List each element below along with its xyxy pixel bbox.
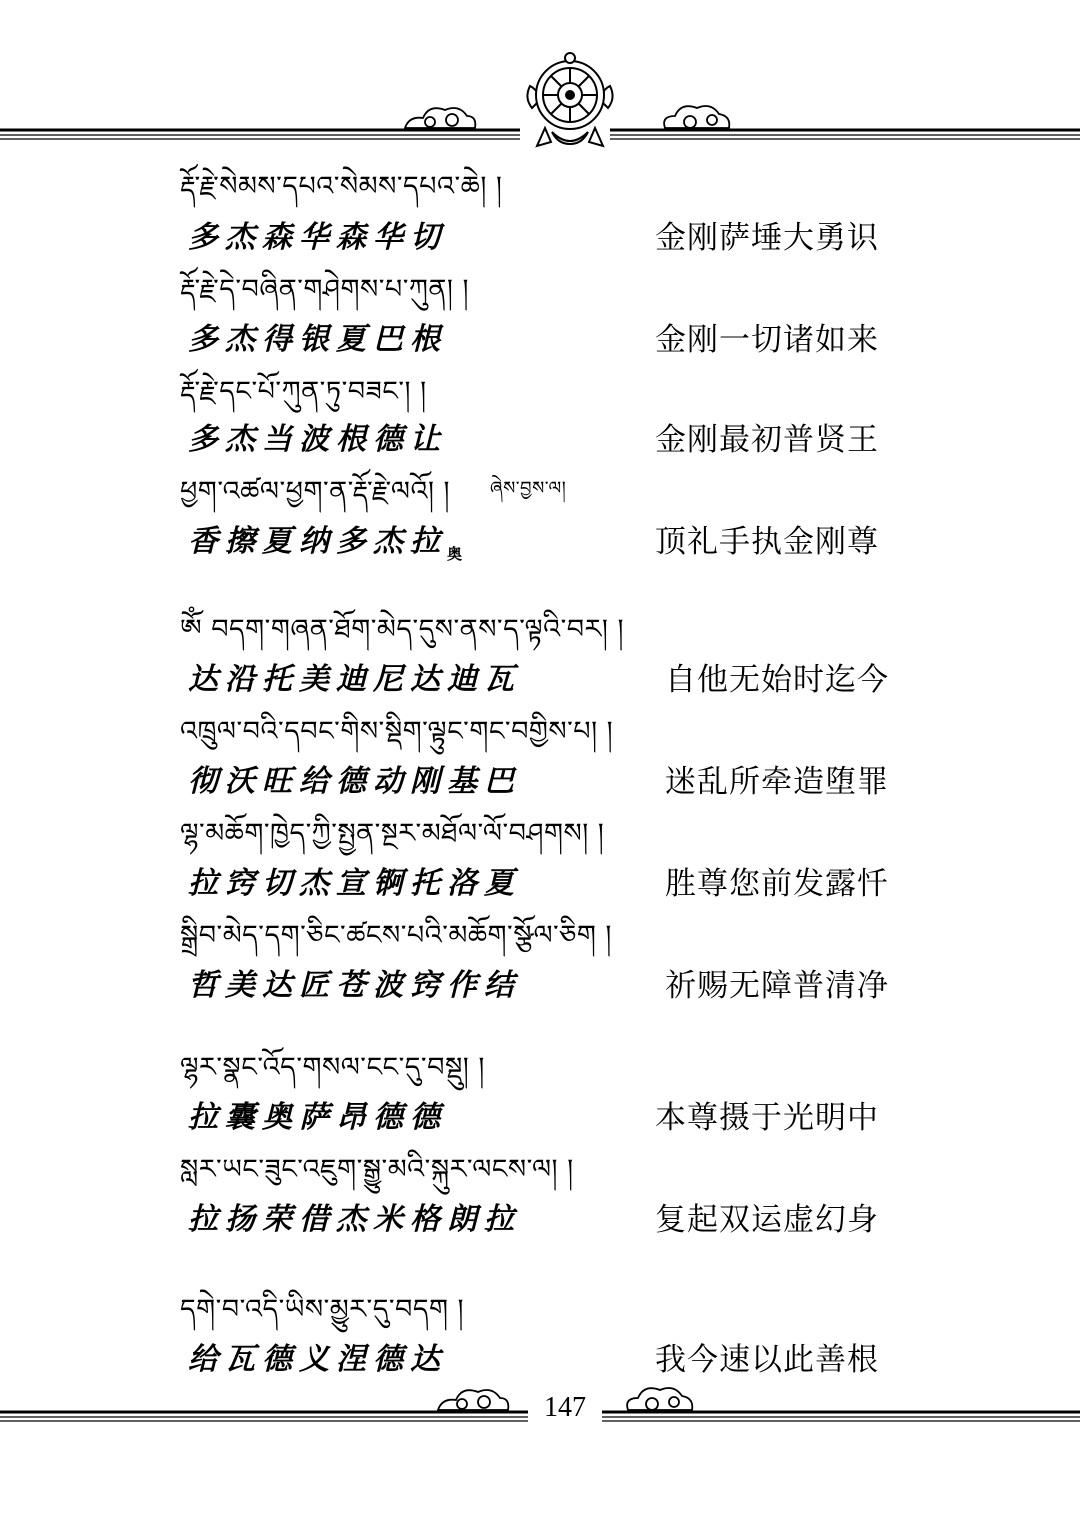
transliteration-line: 多杰当波根德让 [188, 422, 447, 457]
chinese-line: 祈赐无障普清净 [665, 968, 889, 1004]
transliteration-line: 拉囊奥萨昂德德 [188, 1100, 447, 1135]
chinese-line: 胜尊您前发露忏 [665, 866, 889, 902]
transliteration-line: 达沿托美迪尼达迪瓦 [188, 662, 521, 697]
tibetan-line: འཁྲུལ་བའི་དབང་གིས་སྡིག་ལྟུང་གང་བགྱིས་པ། ། [180, 716, 614, 747]
tibetan-line-with-note [180, 470, 566, 517]
chinese-line: 我今速以此善根 [655, 1342, 879, 1378]
tibetan-line: དགེ་བ་འདི་ཡིས་མྱུར་དུ་བདག ། [180, 1294, 465, 1325]
transliteration-line: 彻沃旺给德动刚基巴 [188, 764, 521, 799]
chinese-line: 复起双运虚幻身 [655, 1202, 879, 1238]
chinese-line: 金刚萨埵大勇识 [655, 220, 879, 256]
tibetan-line: སྒྲིབ་མེད་དག་ཅིང་ཚངས་པའི་མཆོག་སྩོལ་ཅིག ། [180, 920, 612, 951]
tibetan-line: ལྷར་སྣང་འོད་གསལ་ངང་དུ་བསྡུ། ། [180, 1052, 485, 1083]
chinese-line: 本尊摄于光明中 [655, 1100, 879, 1136]
tibetan-line: རྡོ་རྗེ་སེམས་དཔའ་སེམས་དཔའ་ཆེ། ། [180, 171, 503, 202]
transliteration-text: 香擦夏纳多杰拉 [188, 524, 447, 559]
transliteration-line: 拉扬荣借杰米格朗拉 [188, 1202, 521, 1237]
chinese-line: 金刚最初普贤王 [655, 422, 879, 458]
tibetan-line: སླར་ཡང་ཟུང་འཇུག་སྒྱུ་མའི་སྐུར་ལངས་ལ། ། [180, 1154, 574, 1185]
transliteration-line: 哲美达匠苍波窍作结 [188, 968, 521, 1003]
chinese-line: 迷乱所牵造堕罪 [665, 764, 889, 800]
tibetan-instruction-note: ཞེས་བྱས་ལ། [490, 478, 567, 499]
cloud-left-icon [438, 1390, 508, 1410]
tibetan-line: ལྷ་མཆོག་ཁྱེད་ཀྱི་སྤྱན་སྔར་མཐོལ་ལོ་བཤགས། ། [180, 818, 605, 849]
cloud-right-icon [627, 1388, 692, 1410]
transliteration-line: 多杰得银夏巴根 [188, 322, 447, 357]
chinese-line: 顶礼手执金刚尊 [655, 524, 879, 560]
tibetan-line: རྡོ་རྗེ་དེ་བཞིན་གཤེགས་པ་ཀུན། ། [180, 274, 469, 305]
cloud-right-icon [664, 106, 729, 128]
dharma-wheel-header-ornament [0, 50, 1080, 160]
tibetan-line: ༀ བདག་གཞན་ཐོག་མེད་དུས་ནས་ད་ལྟའི་བར། ། [180, 614, 624, 645]
chinese-line: 金刚一切诸如来 [655, 322, 879, 358]
transliteration-line: 拉窍切杰宣锕托洛夏 [188, 866, 521, 901]
page-number: 147 [544, 1392, 586, 1423]
transliteration-line: 给瓦德义涅德达 [188, 1342, 447, 1377]
tibetan-text: ཕྱག་འཚལ་ཕྱག་ན་རྡོ་རྗེ་ལའོ། ། [180, 476, 451, 507]
chinese-line: 自他无始时迄今 [665, 662, 889, 698]
cloud-left-icon [405, 108, 475, 128]
transliteration-line-with-note [188, 522, 462, 566]
tibetan-line: རྡོ་རྗེ་དང་པོ་ཀུན་ཏུ་བཟང་། ། [180, 376, 427, 407]
dharma-wheel-icon [527, 53, 612, 146]
transliteration-line: 多杰森华森华切 [188, 220, 447, 255]
transliteration-subscript: 奥 [447, 545, 463, 563]
